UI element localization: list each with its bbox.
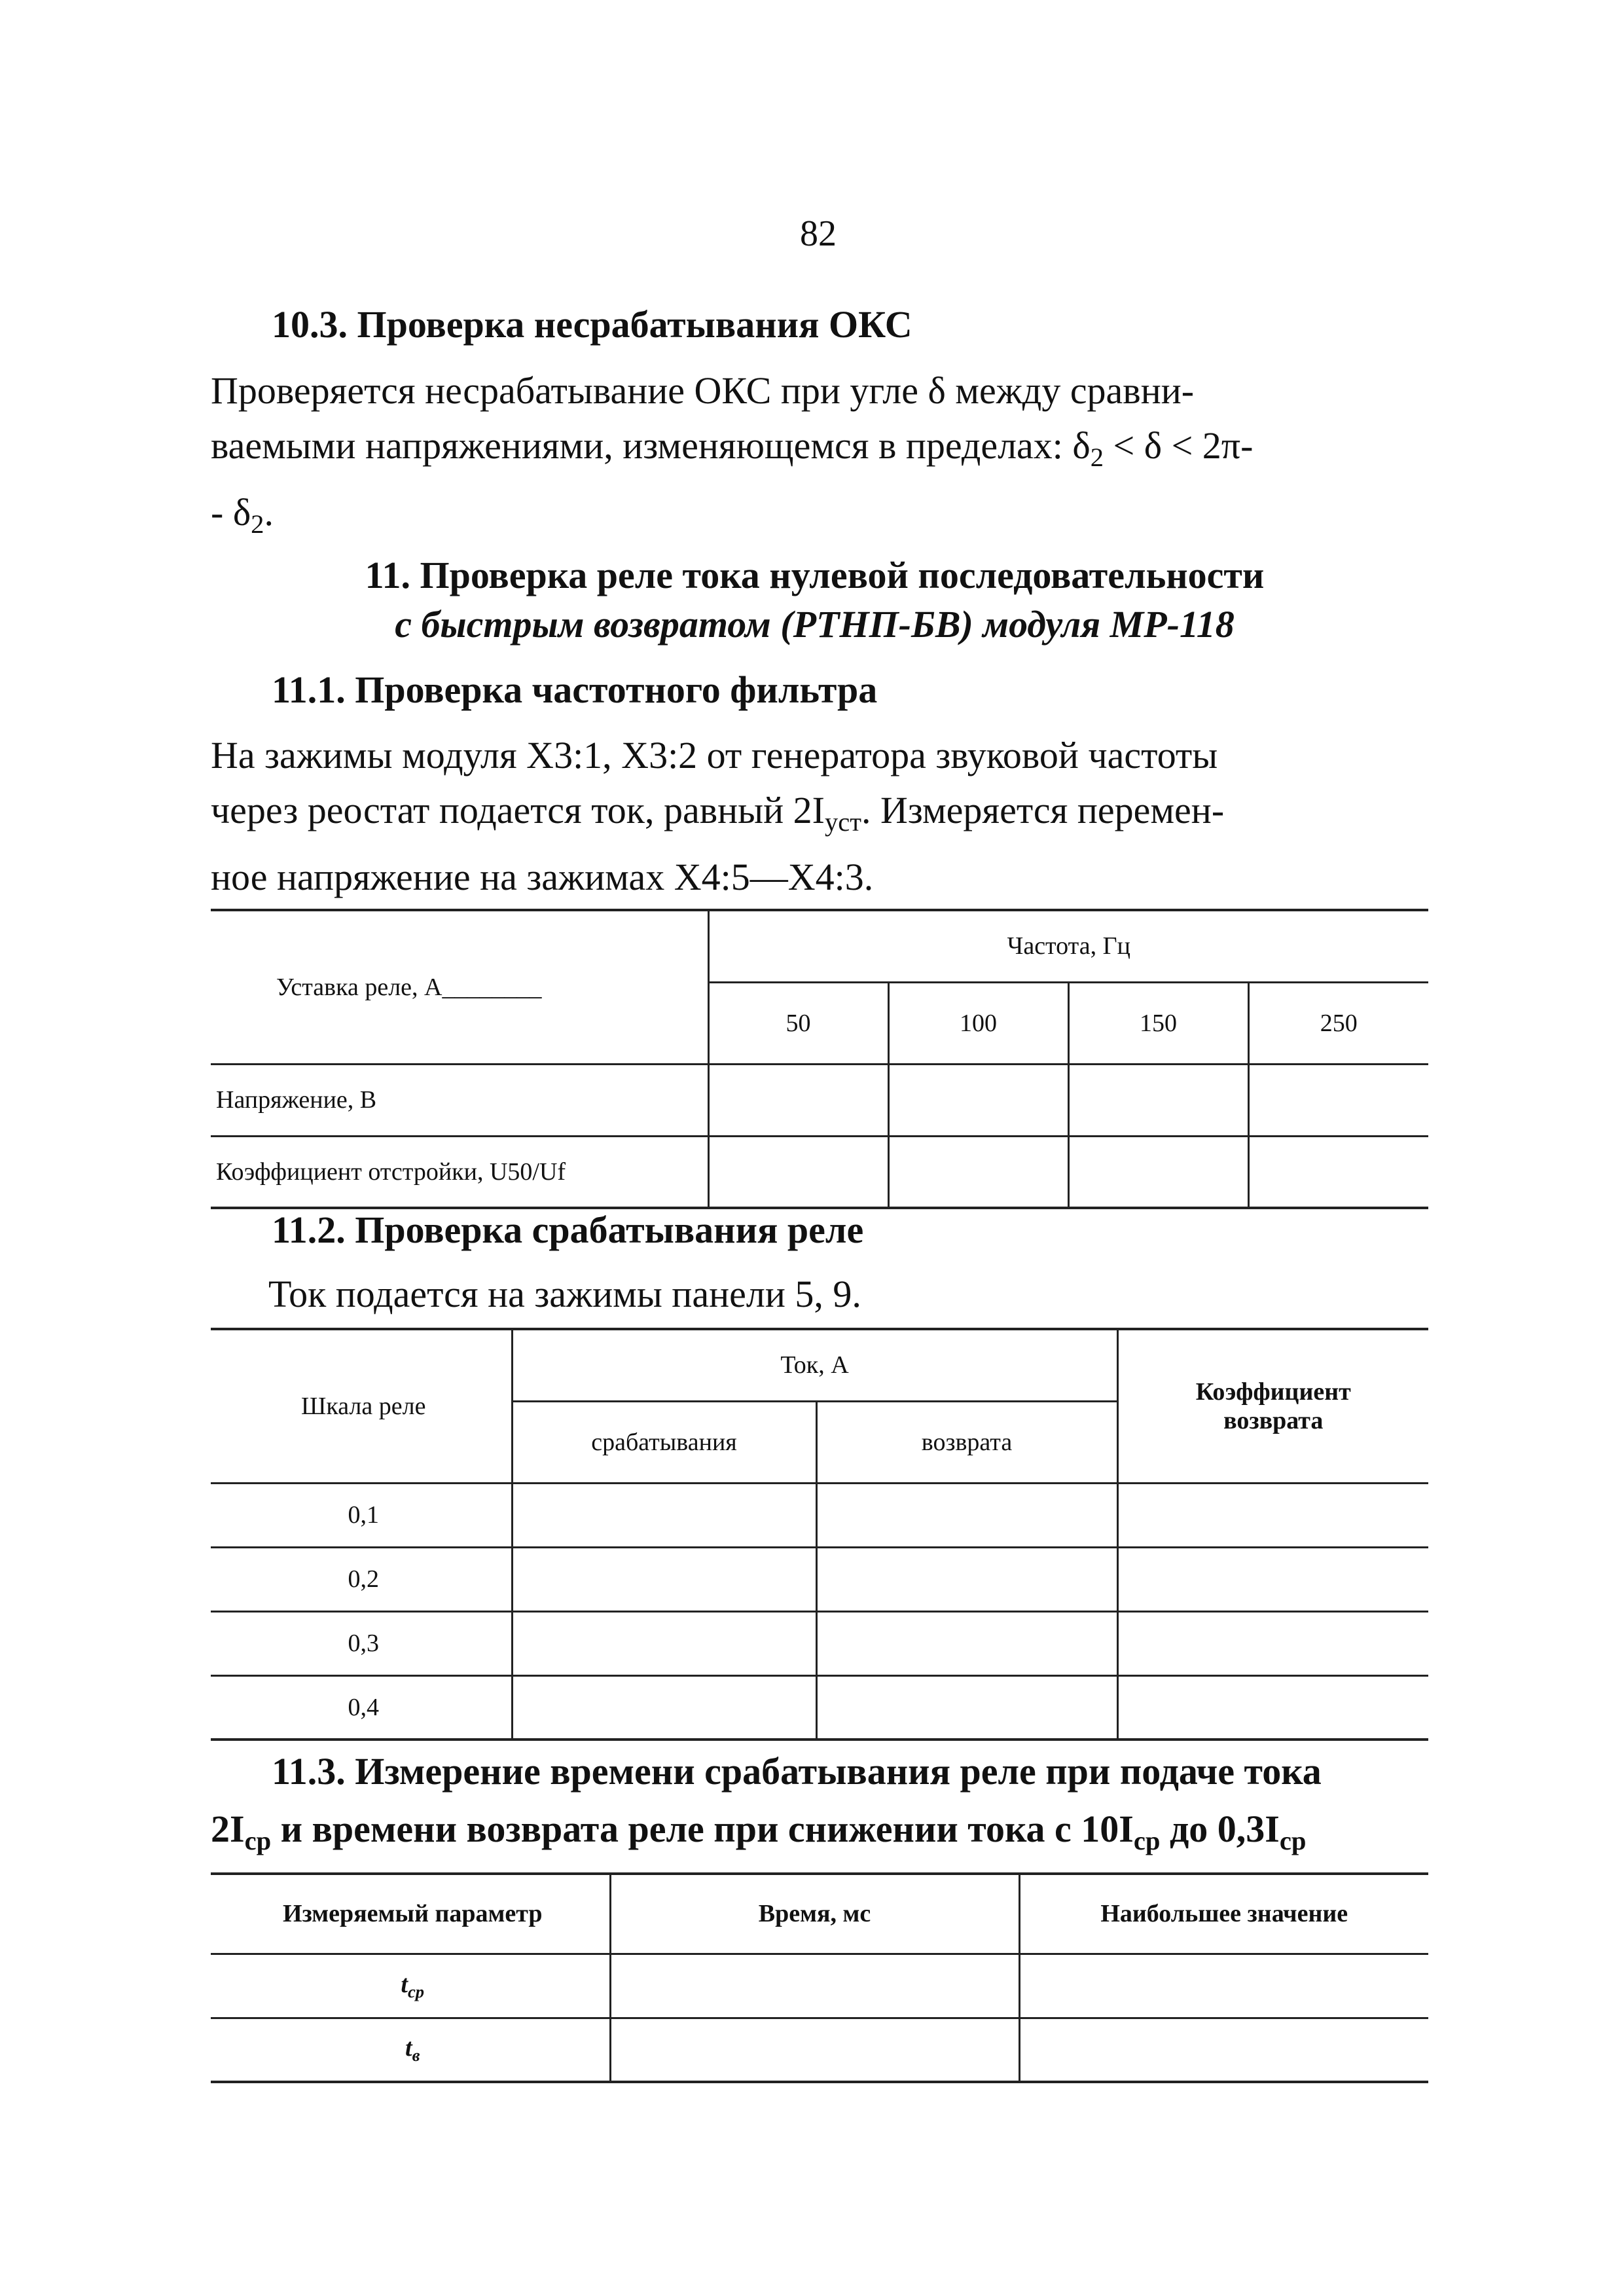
empty-cell: [1117, 1483, 1428, 1547]
relay-scale-value: 0,4: [211, 1675, 512, 1740]
frequency-header: Частота, Гц: [708, 910, 1428, 982]
empty-cell: [816, 1611, 1117, 1675]
empty-cell: [708, 1064, 888, 1136]
section-11-1-text: [211, 728, 1418, 905]
empty-cell: [1019, 1954, 1428, 2018]
section-11-1-line-2: через реостат подается ток, равный $2I_{уст}$. Измеряется перемен-: [211, 789, 1225, 837]
empty-cell: [888, 1136, 1068, 1208]
max-value-header: Наибольшее значение: [1019, 1874, 1428, 1954]
page-number: 82: [800, 213, 837, 254]
section-10-3-text: [211, 363, 1418, 552]
empty-cell: [512, 1547, 816, 1611]
return-coefficient-header: Коэффициент возврата: [1117, 1329, 1428, 1483]
section-10-3-line-1: Проверяется несрабатывание ОКС при угле δ между сравни-: [211, 369, 1195, 412]
empty-cell: [1019, 2018, 1428, 2082]
empty-cell: [708, 1136, 888, 1208]
timing-table: [211, 1872, 1428, 2083]
section-11-3-heading-line-2: $2I_{ср}$ и времени возврата реле при снижении тока с $10I_{ср}$ до $0,3I_{ср}$: [211, 1808, 1307, 1856]
frequency-cell: 50: [708, 982, 888, 1064]
frequency-filter-table: [211, 909, 1428, 1209]
section-10-3-line-3: - $\delta_2$.: [211, 491, 274, 539]
section-11-heading-line-2: с быстрым возвратом (РТНП-БВ) модуля МР-118: [395, 603, 1235, 646]
empty-cell: [610, 1954, 1019, 2018]
empty-cell: [816, 1483, 1117, 1547]
section-11-3-heading-line-1: 11.3. Измерение времени срабатывания реле при подаче тока: [272, 1750, 1322, 1793]
empty-cell: [816, 1675, 1117, 1740]
relay-operation-table: [211, 1328, 1428, 1741]
relay-scale-header: Шкала реле: [211, 1329, 512, 1483]
frequency-cell: 150: [1068, 982, 1248, 1064]
measured-parameter-header: Измеряемый параметр: [211, 1874, 610, 1954]
relay-scale-value: 0,2: [211, 1547, 512, 1611]
empty-cell: [512, 1675, 816, 1740]
frequency-cell: 250: [1248, 982, 1428, 1064]
parameter-return-time: $t_в$: [211, 2018, 610, 2082]
empty-cell: [1068, 1064, 1248, 1136]
empty-cell: [1117, 1611, 1428, 1675]
section-10-3-heading: 10.3. Проверка несрабатывания ОКС: [272, 303, 912, 346]
relay-scale-value: 0,3: [211, 1611, 512, 1675]
empty-cell: [1248, 1064, 1428, 1136]
section-11-1-line-1: На зажимы модуля Х3:1, Х3:2 от генератора звуковой частоты: [211, 734, 1218, 776]
section-11-heading-line-1: 11. Проверка реле тока нулевой последовательности: [365, 554, 1265, 596]
operate-current-header: срабатывания: [512, 1401, 816, 1483]
empty-cell: [816, 1547, 1117, 1611]
section-11-2-heading: 11.2. Проверка срабатывания реле: [272, 1209, 864, 1251]
empty-cell: [512, 1483, 816, 1547]
relay-setting-label: Уставка реле, А________: [211, 910, 708, 1064]
empty-cell: [1068, 1136, 1248, 1208]
time-header: Время, мс: [610, 1874, 1019, 1954]
section-11-1-heading: 11.1. Проверка частотного фильтра: [272, 668, 878, 711]
section-10-3-line-2: ваемыми напряжениями, изменяющемся в пределах: $\delta_2 < \delta < 2\pi-$: [211, 424, 1254, 473]
empty-cell: [1117, 1675, 1428, 1740]
current-header: Ток, А: [512, 1329, 1117, 1401]
empty-cell: [1117, 1547, 1428, 1611]
section-11-1-line-3: ное напряжение на зажимах Х4:5—Х4:3.: [211, 856, 874, 899]
row-label-voltage: Напряжение, В: [211, 1064, 708, 1136]
parameter-operate-time: $t_{ср}$: [211, 1954, 610, 2018]
empty-cell: [610, 2018, 1019, 2082]
relay-scale-value: 0,1: [211, 1483, 512, 1547]
empty-cell: [888, 1064, 1068, 1136]
empty-cell: [1248, 1136, 1428, 1208]
frequency-cell: 100: [888, 982, 1068, 1064]
section-11-2-text: Ток подается на зажимы панели 5, 9.: [268, 1273, 861, 1315]
row-label-detuning-coefficient: Коэффициент отстройки, U50/Uf: [211, 1136, 708, 1208]
empty-cell: [512, 1611, 816, 1675]
return-current-header: возврата: [816, 1401, 1117, 1483]
